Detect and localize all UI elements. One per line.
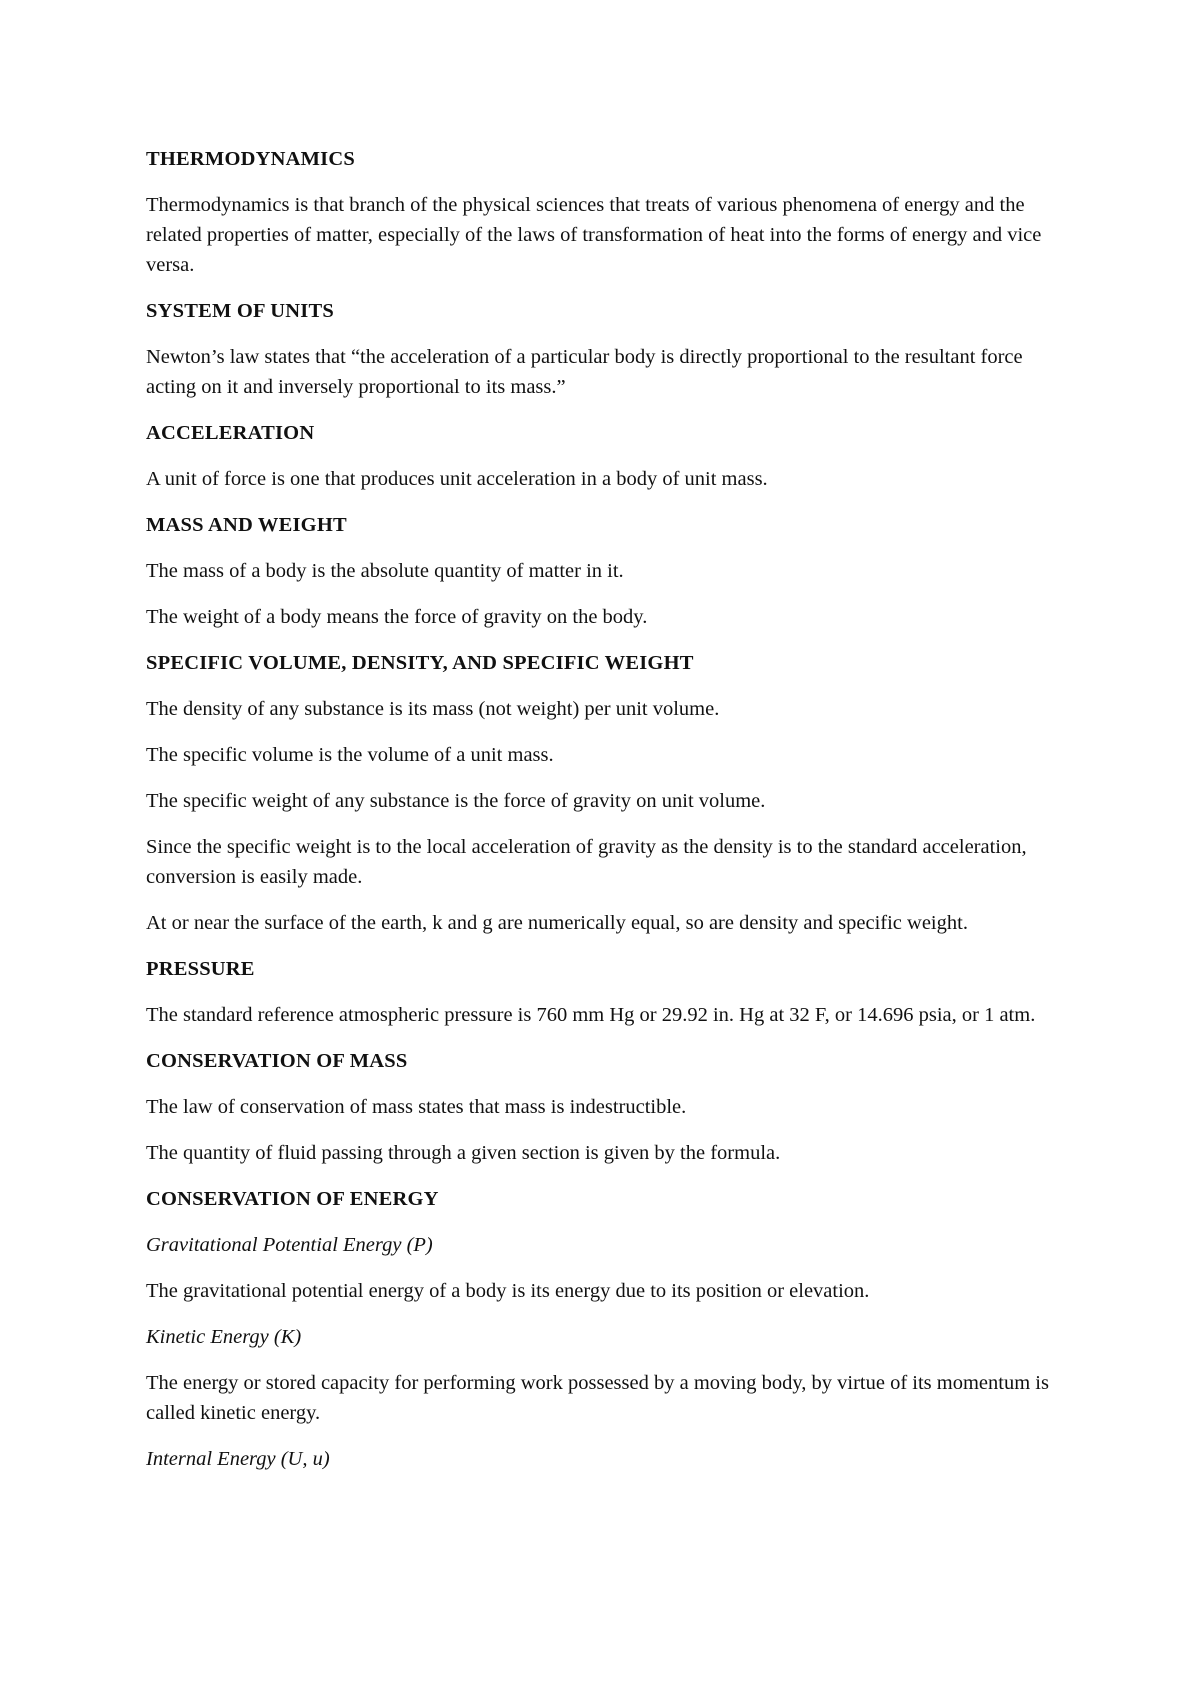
paragraph: The standard reference atmospheric pressure is 760 mm Hg or 29.92 in. Hg at 32 F, or 14.696 psia, or 1 atm. (146, 1004, 1036, 1026)
paragraph: A unit of force is one that produces unit acceleration in a body of unit mass. (146, 468, 768, 490)
paragraph: Newton’s law states that “the acceleration of a particular body is directly proportional to the resultant force acting on it and inversely proportional to its mass.” (146, 346, 1023, 398)
paragraph: The weight of a body means the force of gravity on the body. (146, 606, 648, 628)
section-heading: THERMODYNAMICS (146, 148, 355, 170)
section-heading: MASS AND WEIGHT (146, 514, 347, 536)
section-heading: SPECIFIC VOLUME, DENSITY, AND SPECIFIC WEIGHT (146, 652, 694, 674)
paragraph: The density of any substance is its mass (not weight) per unit volume. (146, 698, 720, 720)
paragraph: The law of conservation of mass states that mass is indestructible. (146, 1096, 687, 1118)
paragraph: The specific weight of any substance is the force of gravity on unit volume. (146, 790, 766, 812)
paragraph: The energy or stored capacity for performing work possessed by a moving body, by virtue of its momentum is called kinetic energy. (146, 1372, 1049, 1424)
paragraph: The mass of a body is the absolute quantity of matter in it. (146, 560, 624, 582)
paragraph: At or near the surface of the earth, k and g are numerically equal, so are density and specific weight. (146, 912, 968, 934)
italic-subheading: Kinetic Energy (K) (146, 1326, 302, 1348)
paragraph: The specific volume is the volume of a unit mass. (146, 744, 554, 766)
section-heading: ACCELERATION (146, 422, 315, 444)
section-heading: SYSTEM OF UNITS (146, 300, 334, 322)
paragraph: Thermodynamics is that branch of the physical sciences that treats of various phenomena of energy and the related properties of matter, especially of the laws of transformation of heat into the forms of energy and vice versa. (146, 194, 1042, 276)
italic-subheading: Gravitational Potential Energy (P) (146, 1234, 433, 1256)
section-heading: CONSERVATION OF ENERGY (146, 1188, 439, 1210)
paragraph: Since the specific weight is to the local acceleration of gravity as the density is to the standard acceleration, conversion is easily made. (146, 836, 1027, 888)
italic-subheading: Internal Energy (U, u) (146, 1448, 330, 1470)
section-heading: CONSERVATION OF MASS (146, 1050, 408, 1072)
paragraph: The gravitational potential energy of a body is its energy due to its position or elevation. (146, 1280, 870, 1302)
section-heading: PRESSURE (146, 958, 255, 980)
document-page (146, 144, 1066, 1490)
paragraph: The quantity of fluid passing through a given section is given by the formula. (146, 1142, 781, 1164)
